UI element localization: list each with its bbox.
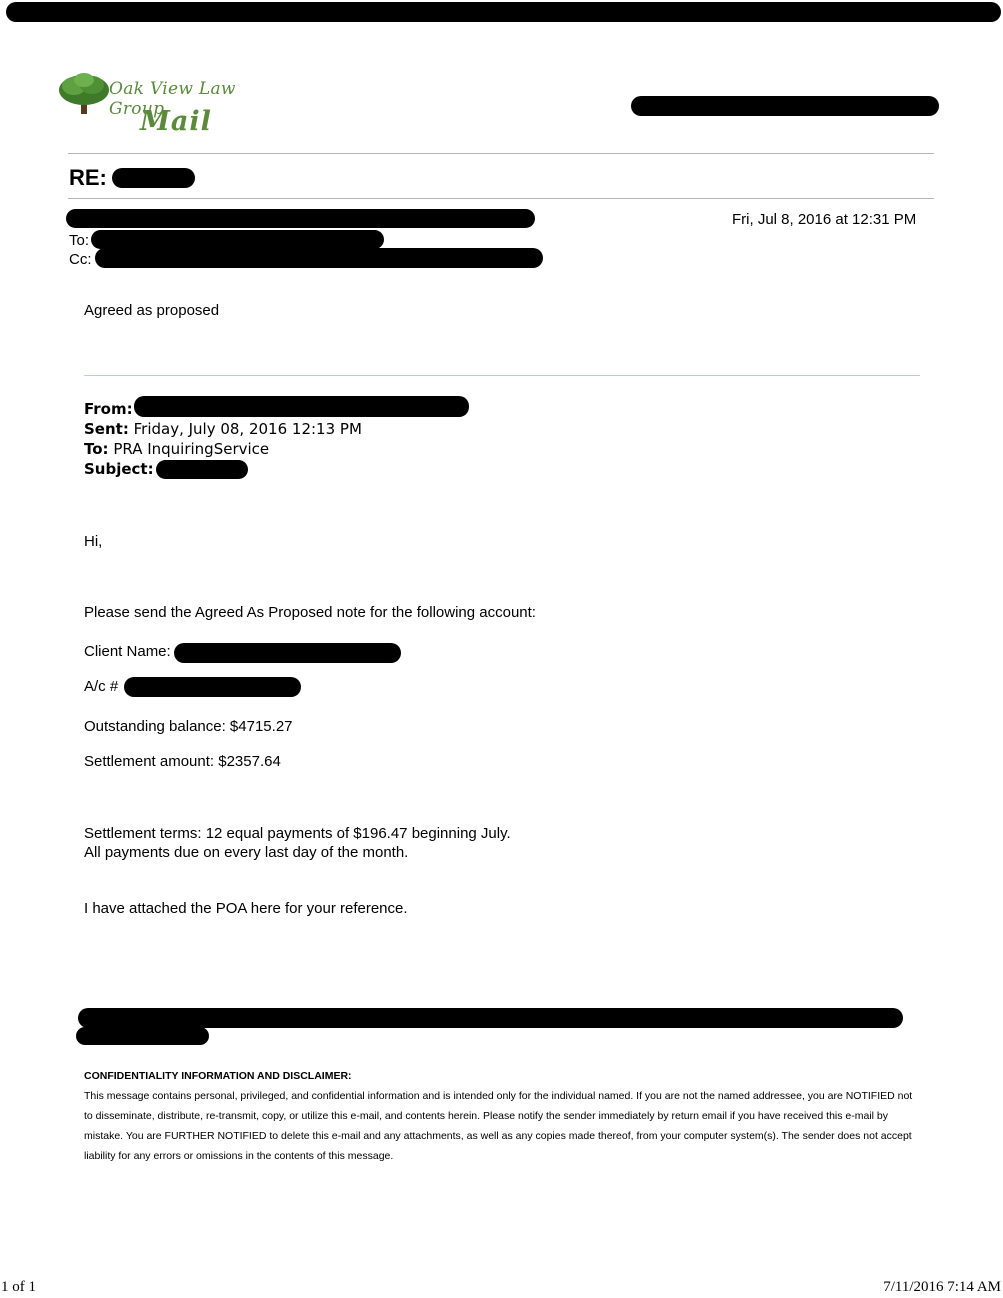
payment-due: All payments due on every last day of the month.	[84, 844, 409, 861]
redaction-account-email	[631, 96, 939, 116]
fwd-to-value: PRA InquiringService	[113, 440, 270, 458]
fwd-subject-label: Subject:	[84, 460, 154, 478]
request-text: Please send the Agreed As Proposed note for the following account:	[84, 604, 536, 621]
fwd-sent-value: Friday, July 08, 2016 12:13 PM	[133, 420, 362, 438]
redaction-fwd-subject	[156, 460, 248, 479]
redaction-signature-line2	[76, 1027, 209, 1045]
client-name-label: Client Name:	[84, 643, 171, 660]
attachment-note: I have attached the POA here for your reference.	[84, 900, 408, 917]
redaction-fwd-from	[134, 396, 469, 417]
subject-title: RE:	[69, 165, 107, 190]
reply-text: Agreed as proposed	[84, 302, 220, 319]
disclaimer-title: CONFIDENTIALITY INFORMATION AND DISCLAIMER:	[84, 1070, 352, 1082]
header-rule-top	[68, 153, 934, 154]
redaction-signature-line1	[78, 1008, 903, 1028]
header-rule-bottom	[68, 198, 934, 199]
quote-divider	[84, 375, 920, 376]
fwd-to-label: To:	[84, 440, 109, 458]
page-number: 1 of 1	[1, 1279, 36, 1295]
redaction-top	[6, 2, 1001, 22]
redaction-sender	[66, 209, 535, 228]
message-date: Fri, Jul 8, 2016 at 12:31 PM	[732, 211, 917, 228]
redaction-cc	[95, 248, 543, 268]
settlement-terms: Settlement terms: 12 equal payments of $196.47 beginning July.	[84, 825, 511, 842]
redaction-client-name	[174, 643, 401, 663]
fwd-from-label: From:	[84, 400, 133, 418]
logo-line1: Oak View Law Group	[109, 79, 236, 119]
tree-icon	[58, 72, 110, 116]
account-label: A/c #	[84, 678, 119, 695]
logo	[58, 70, 258, 140]
to-label: To:	[69, 232, 90, 249]
fwd-to-row	[84, 439, 884, 459]
redaction-account-number	[124, 677, 301, 697]
redaction-to	[91, 230, 384, 249]
greeting: Hi,	[84, 533, 103, 550]
fwd-sent-row	[84, 419, 884, 439]
cc-label: Cc:	[69, 251, 92, 268]
settlement-amount: Settlement amount: $2357.64	[84, 753, 281, 770]
fwd-sent-label: Sent:	[84, 420, 129, 438]
outstanding-balance: Outstanding balance: $4715.27	[84, 718, 293, 735]
logo-line2: Mail	[140, 106, 212, 137]
redaction-subject	[112, 168, 195, 188]
print-timestamp: 7/11/2016 7:14 AM	[883, 1279, 1001, 1295]
disclaimer-text: This message contains personal, privileged, and confidential information and is intended only for the individual named. If you are not the named addressee, you are NOTIFIED not to disseminate, distribute, re-transmit, copy, or utilize this e-mail, and contents herein. Please notify the sender immediately by return email if you have received this e-mail by mistake. You are FURTHER NOTIFIED to delete this e-mail and any attachments, as well as any copies made thereof, from your computer system(s). The sender does not accept liability for any errors or omissions in the contents of this message.	[84, 1090, 913, 1162]
